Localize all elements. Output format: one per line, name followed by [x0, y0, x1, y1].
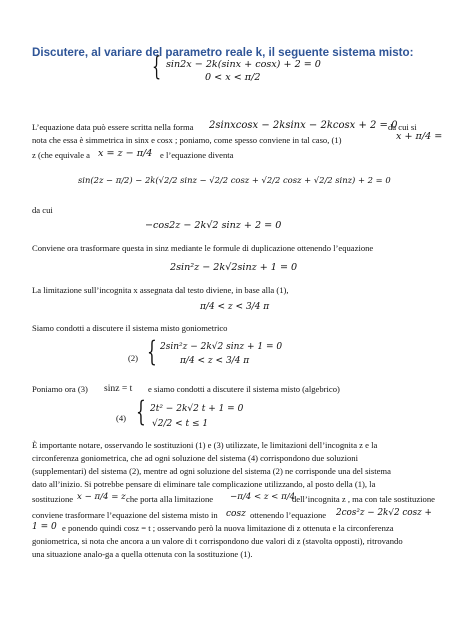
p6-line6-a: conviene trasformare l’equazione del sistema misto in: [32, 510, 218, 520]
p5-substitution: sinz = t: [104, 383, 133, 394]
p6-line5-eq2: −π/4 < z < π/4: [230, 492, 296, 502]
system-brace: {: [152, 52, 162, 82]
system1-line1: sin2x − 2k(sinx + cosx) + 2 = 0: [166, 59, 321, 70]
equation-dacui: −cos2z − 2k√2 sinz + 2 = 0: [145, 220, 282, 231]
p6-line5-eq: x − π/4 = z: [77, 492, 126, 502]
system1-line2: 0 < x < π/2: [205, 72, 261, 83]
p1-eq-inline: 2sinxcosx − 2ksinx − 2kcosx + 2 = 0: [209, 120, 398, 131]
p6-line6-m: cosz: [226, 509, 246, 519]
equation-duplicazione: 2sin²z − 2k√2sinz + 1 = 0: [170, 262, 298, 273]
p6-line9: una situazione analo-ga a quella ottenuta con la sostituzione (1).: [32, 549, 253, 559]
p6-line7-b: e ponendo quindi cosz = t ; osservando però la nuova limitazione di z ottenuta e la circonferenza: [62, 523, 394, 533]
p6-line1: È importante notare, osservando le sostituzioni (1) e (3) utilizzate, le limitazioni dell’incognita z e la: [32, 440, 378, 450]
p6-line5-a: sostituzione: [32, 494, 74, 504]
system2-brace: {: [147, 335, 157, 368]
p6-line3: (supplementari) del sistema (2), mentre ad ogni soluzione del sistema (2) ne corrisponde una del sistema: [32, 466, 391, 476]
equation-limitazione: π/4 < z < 3/4 π: [200, 302, 270, 312]
p3-text: La limitazione sull’incognita x assegnata dal testo diviene, in base alla (1),: [32, 285, 289, 295]
equation-substituted: sin(2z − π/2) − 2k(√2/2 sinz − √2/2 cosz + √2/2 cosz + √2/2 sinz) + 2 = 0: [78, 175, 391, 185]
p1-line3-b: e l’equazione diventa: [160, 150, 234, 160]
p6-line8: goniometrica, si nota che ancora a un valore di t corrispondono due valori di z (stavolta opposti), ritrovando: [32, 536, 403, 546]
p6-line5-b: che porta alla limitazione: [126, 494, 214, 504]
p1-line2: nota che essa è simmetrica in sinx e cosx ; poniamo, come spesso conviene in tal caso, (1): [32, 135, 342, 145]
p4-text: Siamo condotti a discutere il sistema misto goniometrico: [32, 323, 228, 333]
p1-text-b: da cui si: [388, 122, 417, 132]
p6-line7-eq: 1 = 0: [32, 522, 57, 532]
system4-line2: √2/2 < t ≤ 1: [152, 419, 209, 429]
p6-line6-eq: 2cos²z − 2k√2 cosz +: [336, 508, 432, 518]
system2-line2: π/4 < z < 3/4 π: [180, 356, 250, 366]
p6-line5-c: dell’incognita z , ma con tale sostituzione: [292, 494, 435, 504]
p1-line3-eq: x = z − π/4: [98, 148, 153, 159]
p1-line2-eq: x + π/4 =: [396, 131, 443, 142]
system4-line1: 2t² − 2k√2 t + 1 = 0: [150, 404, 244, 414]
p6-line4: dato all’inizio. Si potrebbe pensare di eliminare tale complicazione utilizzando, al posto della (1), la: [32, 479, 376, 489]
page-title: Discutere, al variare del parametro reale k, il seguente sistema misto:: [32, 46, 414, 59]
p1-text-a: L’equazione data può essere scritta nella forma: [32, 122, 194, 132]
p5-text-b: e siamo condotti a discutere il sistema misto (algebrico): [148, 384, 340, 394]
p2-text: Conviene ora trasformare questa in sinz mediante le formule di duplicazione ottenendo l’equazione: [32, 243, 374, 253]
p6-line2: circonferenza goniometrica, che ad ogni soluzione del sistema (4) corrispondono due soluzioni: [32, 453, 358, 463]
system2-line1: 2sin²z − 2k√2 sinz + 1 = 0: [160, 342, 283, 352]
p5-text-a: Poniamo ora (3): [32, 384, 88, 394]
p1-line3-a: z (che equivale a: [32, 150, 90, 160]
p6-line6-b: ottenendo l’equazione: [250, 510, 327, 520]
da-cui-label: da cui: [32, 205, 53, 215]
system4-label: (4): [116, 413, 127, 423]
system4-brace: {: [136, 395, 146, 428]
system2-label: (2): [128, 353, 139, 363]
